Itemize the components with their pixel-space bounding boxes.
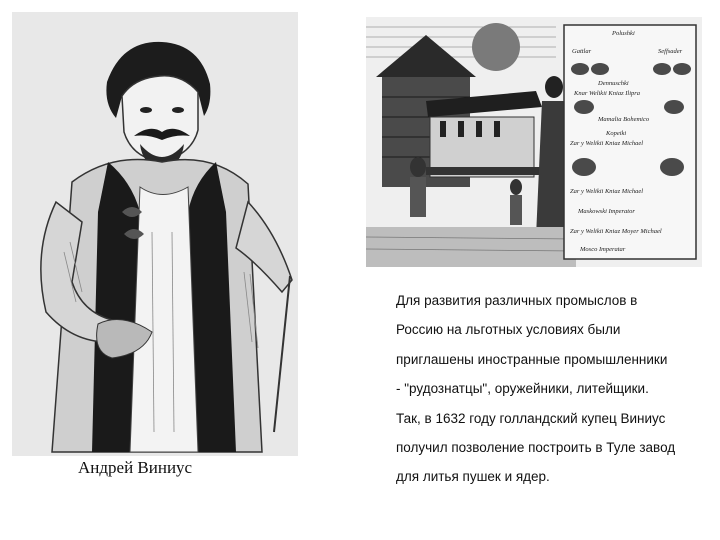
portrait-engraving: [12, 12, 298, 456]
text-line-3: приглашены иностранные промышленники: [396, 351, 668, 367]
engr-header: Polushki: [612, 30, 635, 37]
text-line-1: Для развития различных промыслов в: [396, 293, 638, 308]
text-line-6: получил позволение построить в Туле завод: [396, 440, 676, 456]
engr-row1: Dennuschki: [598, 80, 629, 87]
engr-row3: Kopeiki: [606, 130, 627, 137]
market-illustration: [366, 17, 702, 267]
text-line-4: - "рудознатцы", оружейники, литейщики.: [396, 381, 649, 397]
portrait-caption: Андрей Виниус: [78, 458, 193, 477]
portrait-illustration: [12, 12, 298, 456]
text-line-7: для литья пушек и ядер.: [396, 469, 550, 485]
engr-row2: Mamalia Bohemico: [598, 116, 650, 123]
text-line-5: Так, в 1632 году голландский купец Виниус: [396, 410, 666, 426]
engr-row7: Mosco Imperatar: [580, 246, 626, 253]
market-engraving: [366, 17, 702, 267]
engr-col-left: Gattlar: [572, 48, 592, 55]
engr-row1b: Knar Welikii Kniaz Ilipra: [574, 90, 641, 97]
engr-row3b: Zar y Welikii Kniaz Michael: [570, 140, 644, 147]
engr-row4: Zar y Welikii Kniaz Michael: [570, 188, 644, 195]
text-line-2: Россию на льготных условиях были: [396, 322, 621, 338]
engr-row5: Maskowski Imperator: [578, 208, 635, 215]
engr-row6: Zar y Welikii Kniaz Moyer Michael: [570, 228, 662, 235]
body-text: [396, 286, 706, 492]
engr-col-right: Seffsader: [658, 48, 683, 55]
